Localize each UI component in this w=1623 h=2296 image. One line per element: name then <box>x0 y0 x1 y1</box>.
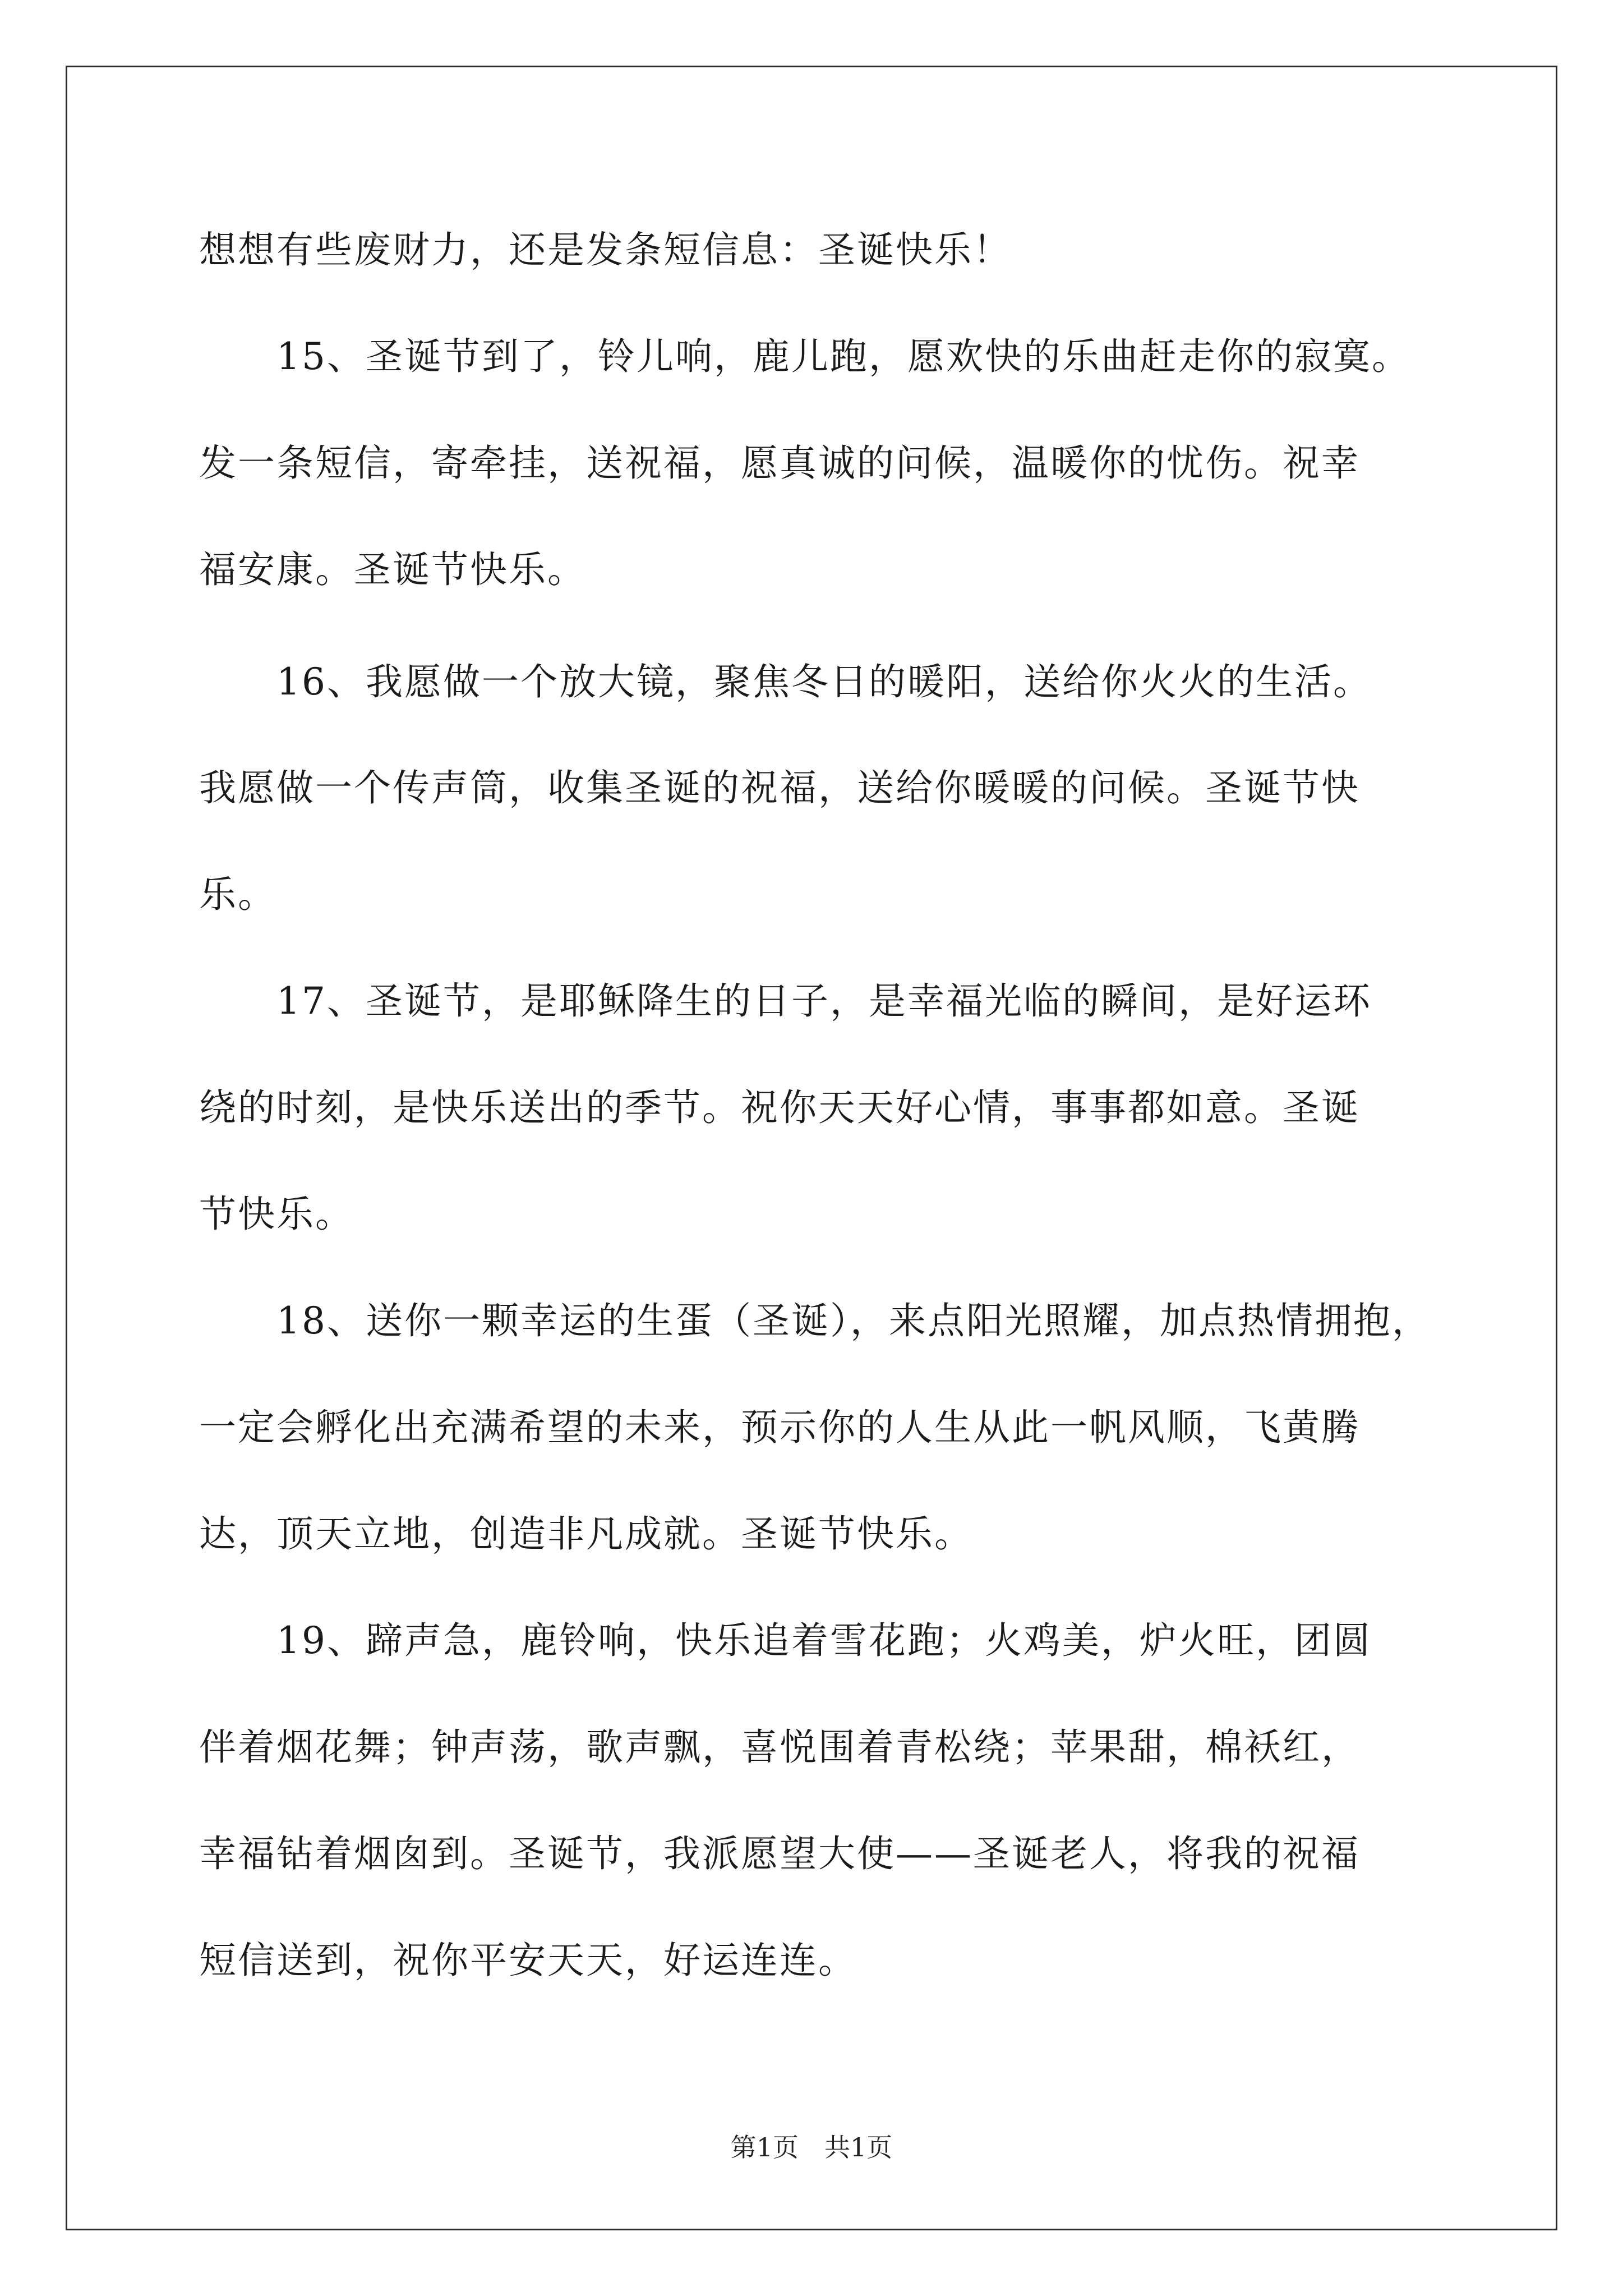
text-line: 17、圣诞节，是耶稣降生的日子，是幸福光临的瞬间，是好运环 <box>199 979 1372 1023</box>
text-line: 福安康。圣诞节快乐。 <box>199 548 586 591</box>
text-line: 达，顶天立地，创造非凡成就。圣诞节快乐。 <box>199 1512 973 1556</box>
text-line: 乐。 <box>199 873 276 916</box>
text-line: 节快乐。 <box>199 1193 354 1236</box>
text-line: 18、送你一颗幸运的生蛋（圣诞），来点阳光照耀，加点热情拥抱， <box>199 1299 1431 1342</box>
text-line: 想想有些废财力，还是发条短信息：圣诞快乐！ <box>199 228 1012 272</box>
text-line: 一定会孵化出充满希望的未来，预示你的人生从此一帆风顺，飞黄腾 <box>199 1406 1360 1449</box>
text-line: 16、我愿做一个放大镜，聚焦冬日的暖阳，送给你火火的生活。 <box>199 660 1372 703</box>
page-border <box>66 66 1557 2230</box>
text-line: 短信送到，祝你平安天天，好运连连。 <box>199 1939 857 1982</box>
text-line: 伴着烟花舞；钟声荡，歌声飘，喜悦围着青松绕；苹果甜，棉袄红， <box>199 1726 1360 1769</box>
text-line: 发一条短信，寄牵挂，送祝福，愿真诚的问候，温暖你的忧伤。祝幸 <box>199 441 1360 485</box>
page-footer <box>0 2134 1623 2160</box>
page-number-label: 第1页 共1页 <box>730 2132 893 2162</box>
text-line: 我愿做一个传声筒，收集圣诞的祝福，送给你暖暖的问候。圣诞节快 <box>199 766 1360 809</box>
text-line: 幸福钻着烟囱到。圣诞节，我派愿望大使——圣诞老人，将我的祝福 <box>199 1832 1360 1875</box>
text-line: 15、圣诞节到了，铃儿响，鹿儿跑，愿欢快的乐曲赶走你的寂寞。 <box>199 335 1410 378</box>
text-line: 19、蹄声急，鹿铃响，快乐追着雪花跑；火鸡美，炉火旺，团圆 <box>199 1619 1372 1662</box>
text-line: 绕的时刻，是快乐送出的季节。祝你天天好心情，事事都如意。圣诞 <box>199 1086 1360 1129</box>
